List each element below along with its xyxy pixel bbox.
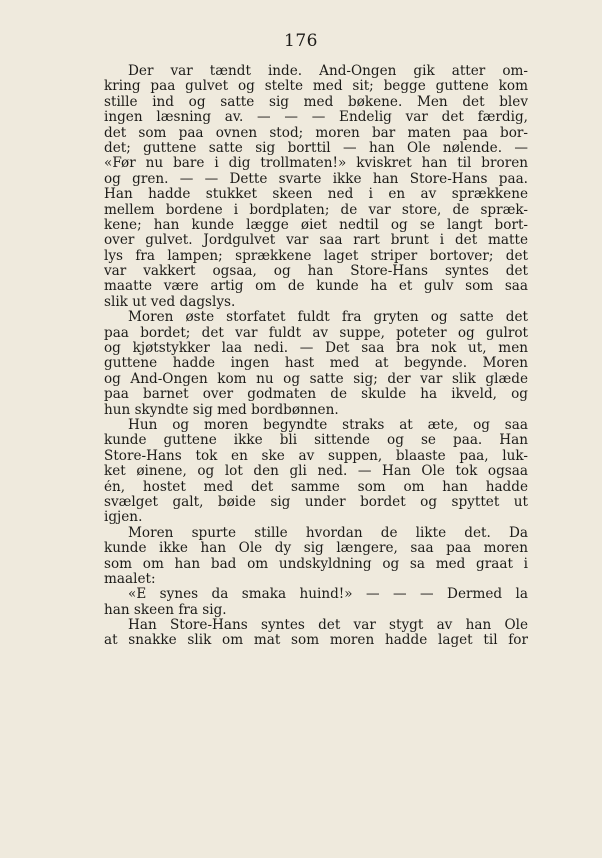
text-line: «Før nu bare i dig trollmaten!» kviskret han til broren <box>104 156 528 172</box>
text-line: Han Store-Hans syntes det var stygt av han Ole <box>128 618 528 634</box>
text-line: Store-Hans tok en ske av suppen, blaaste paa, luk- <box>104 448 528 464</box>
text-line: og And-Ongen kom nu og satte sig; der var slik glæde <box>104 371 528 387</box>
text-line: lys fra lampen; sprækkene laget striper bortover; det <box>104 248 528 264</box>
text-line: slik ut ved dagslys. <box>104 294 236 310</box>
text-line: mellem bordene i bordplaten; de var store, de spræk- <box>104 202 528 218</box>
text-line: det som paa ovnen stod; moren bar maten paa bor- <box>104 125 528 141</box>
body-text <box>104 64 528 649</box>
text-line: Hun og moren begyndte straks at æte, og saa <box>128 417 528 433</box>
text-line: Han hadde stukket skeen ned i en av sprækkene <box>104 187 528 203</box>
text-line: at snakke slik om mat som moren hadde laget til for <box>104 633 528 649</box>
text-line: som om han bad om undskyldning og sa med graat i <box>104 556 528 572</box>
text-line: kene; han kunde lægge øiet nedtil og se langt bort- <box>104 217 528 233</box>
text-line: han skeen fra sig. <box>104 602 227 618</box>
text-line: ingen læsning av. — — — Endelig var det færdig, <box>104 110 528 126</box>
text-line: kring paa gulvet og stelte med sit; begge guttene kom <box>104 79 528 95</box>
text-line: svælget galt, bøide sig under bordet og spyttet ut <box>104 494 528 510</box>
text-line: paa barnet over godmaten de skulde ha ikveld, og <box>104 387 528 403</box>
text-line: paa bordet; det var fuldt av suppe, poteter og gulrot <box>104 325 528 341</box>
text-line: hun skyndte sig med bordbønnen. <box>104 402 339 418</box>
text-line: og kjøtstykker laa nedi. — Det saa bra nok ut, men <box>104 341 528 357</box>
text-line: maatte være artig om de kunde ha et gulv som saa <box>104 279 528 295</box>
page-number: 176 <box>284 31 318 51</box>
text-line: ket øinene, og lot den gli ned. — Han Ole tok ogsaa <box>104 464 528 480</box>
text-line: «E synes da smaka huind!» — — — Dermed la <box>128 587 528 603</box>
text-line: det; guttene satte sig borttil — han Ole nølende. — <box>104 140 528 156</box>
text-line: var vakkert ogsaa, og han Store-Hans syntes det <box>104 264 528 280</box>
text-line: Moren spurte stille hvordan de likte det. Da <box>128 525 528 541</box>
text-line: én, hostet med det samme som om han hadde <box>104 479 528 495</box>
text-line: guttene hadde ingen hast med at begynde. Moren <box>104 356 528 372</box>
text-line: over gulvet. Jordgulvet var saa rart brunt i det matte <box>104 233 528 249</box>
text-line: kunde guttene ikke bli sittende og se paa. Han <box>104 433 528 449</box>
text-line: maalet: <box>104 571 156 587</box>
text-line: stille ind og satte sig med bøkene. Men det blev <box>104 94 528 110</box>
text-line: Moren øste storfatet fuldt fra gryten og satte det <box>128 310 528 326</box>
text-line: kunde ikke han Ole dy sig længere, saa paa moren <box>104 541 528 557</box>
text-line: Der var tændt inde. And-Ongen gik atter om- <box>128 64 528 79</box>
text-line: og gren. — — Dette svarte ikke han Store-Hans paa. <box>104 171 528 187</box>
text-line: igjen. <box>104 510 143 526</box>
